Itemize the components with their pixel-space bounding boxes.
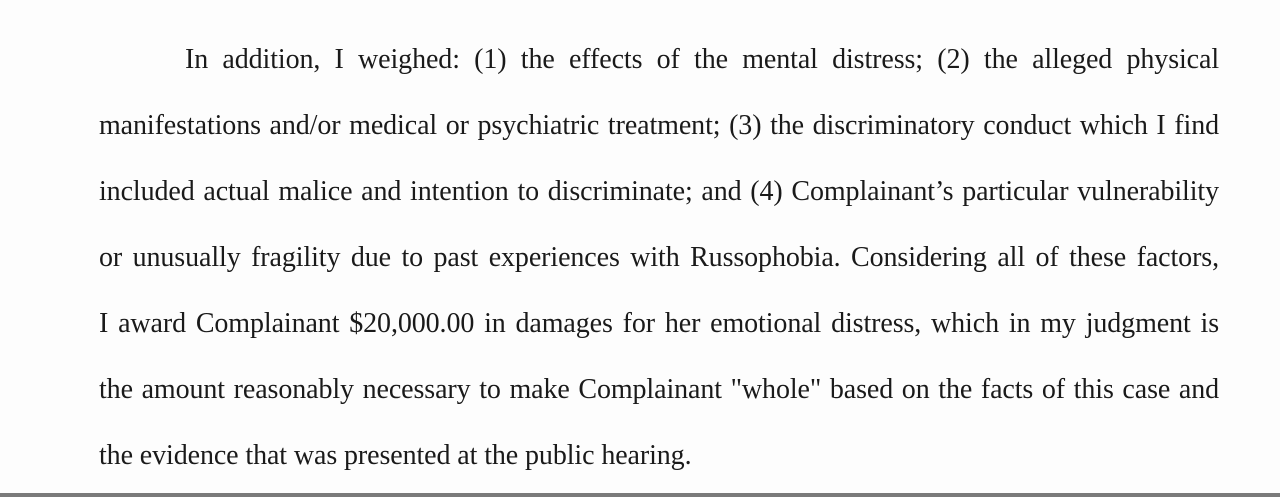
paragraph-line: manifestations and/or medical or psychiatric treatment; (3) the discriminatory conduct which I find: [99, 110, 1219, 141]
body-paragraph: [99, 36, 1219, 498]
paragraph-line: or unusually fragility due to past experiences with Russophobia. Considering all of these factors,: [99, 242, 1219, 273]
paragraph-line: In addition, I weighed: (1) the effects of the mental distress; (2) the alleged physical: [185, 44, 1219, 75]
paragraph-line: I award Complainant $20,000.00 in damages for her emotional distress, which in my judgment is: [99, 308, 1219, 339]
paragraph-line: the amount reasonably necessary to make Complainant "whole" based on the facts of this case and: [99, 374, 1219, 405]
paragraph-line: included actual malice and intention to discriminate; and (4) Complainant’s particular vulnerability: [99, 176, 1219, 207]
bottom-divider: [0, 493, 1280, 497]
paragraph-line: the evidence that was presented at the public hearing.: [99, 440, 692, 471]
